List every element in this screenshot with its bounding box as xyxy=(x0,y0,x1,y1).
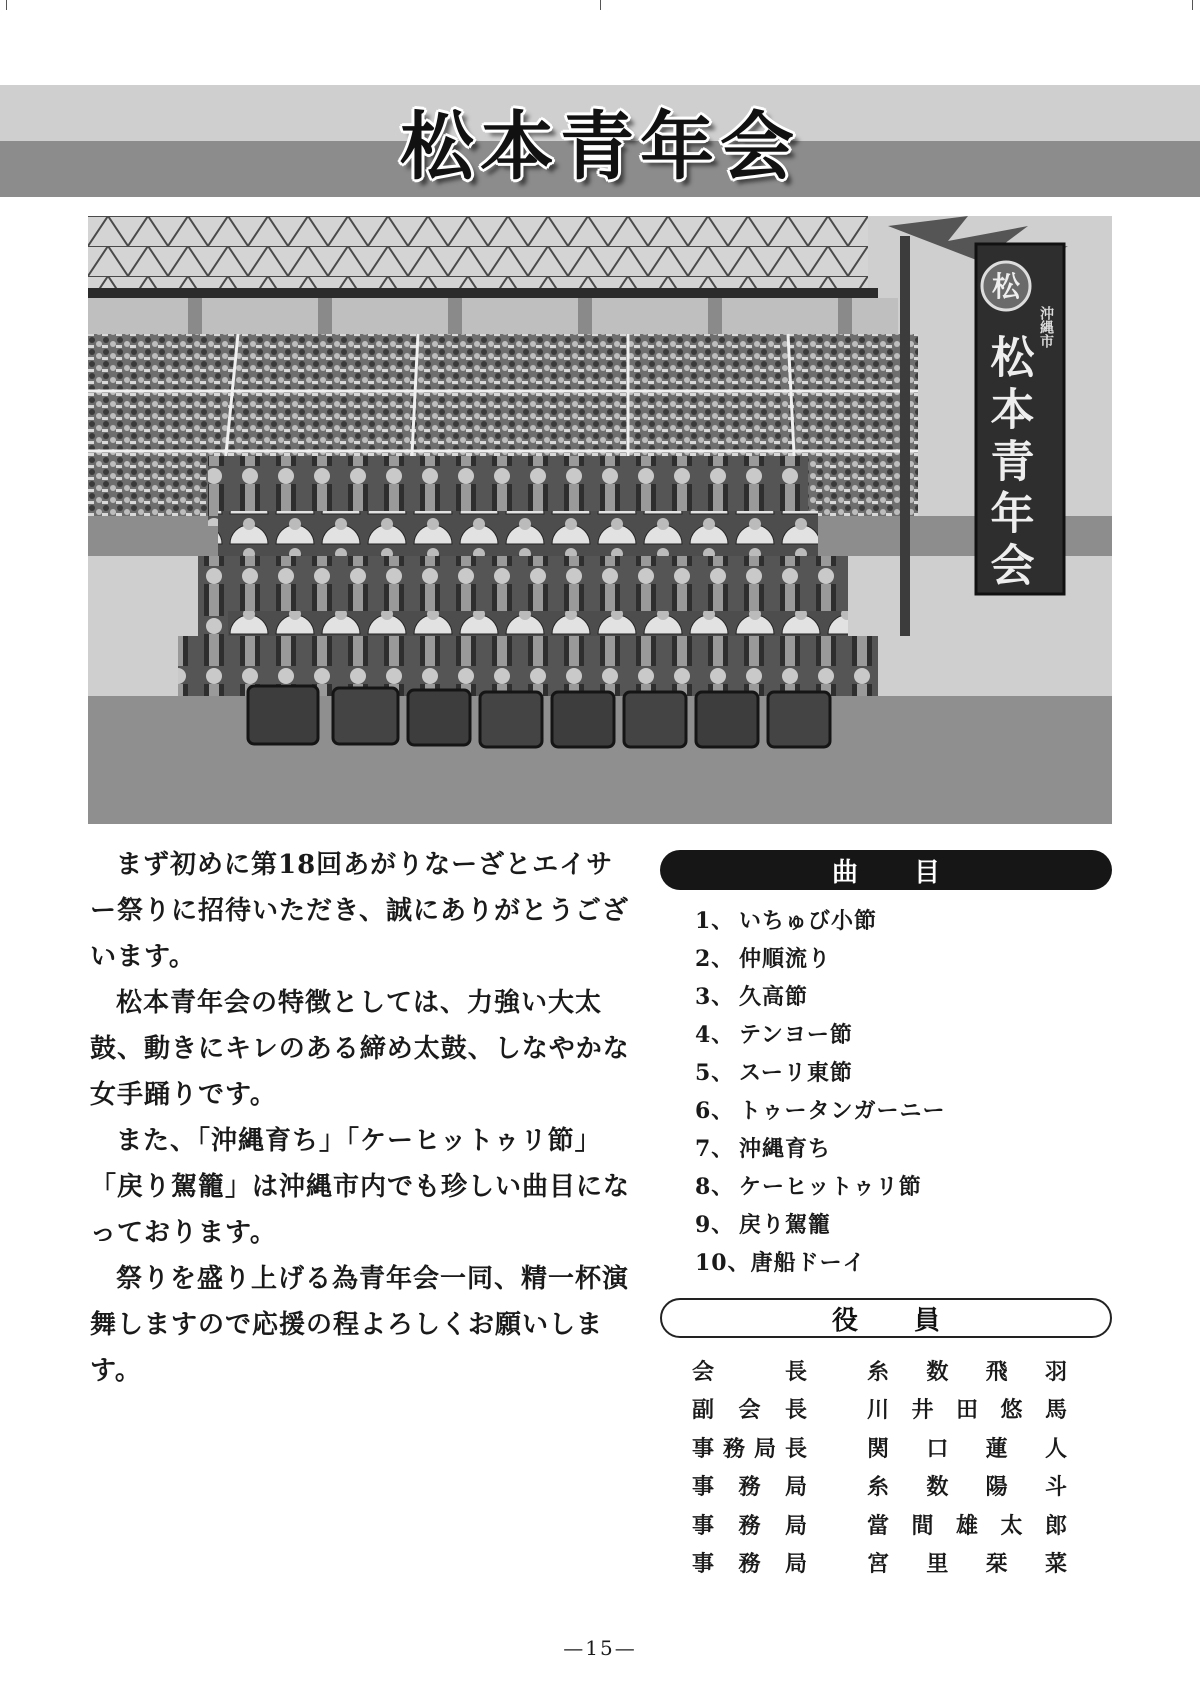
song-number: 6、 xyxy=(695,1098,735,1124)
officer-name: 當 間 雄 太 郎 xyxy=(867,1512,1067,1539)
officer-role: 事 務 局 xyxy=(692,1551,807,1578)
group-photo xyxy=(88,216,1112,824)
officer-name: 宮 里 栞 菜 xyxy=(867,1551,1067,1578)
song-item xyxy=(695,1054,945,1092)
song-title: テンヨー節 xyxy=(739,1022,853,1048)
song-title: いちゅび小節 xyxy=(739,908,878,934)
songs-header: 曲目 xyxy=(660,850,1112,890)
song-title: 唐船ドーイ xyxy=(750,1250,866,1276)
song-item xyxy=(695,978,945,1016)
song-number: 4、 xyxy=(695,1022,735,1048)
officer-name: 糸 数 飛 羽 xyxy=(867,1358,1067,1385)
song-number: 2、 xyxy=(695,946,735,972)
song-number: 8、 xyxy=(695,1174,735,1200)
song-number: 3、 xyxy=(695,984,735,1010)
officer-row xyxy=(692,1544,1067,1583)
paragraph: また、「沖縄育ち」「ケーヒットゥリ節」「戻り駕籠」は沖縄市内でも珍しい曲目になっております。 xyxy=(90,1126,631,1248)
officer-role: 会 長 xyxy=(692,1358,807,1385)
song-title: ケーヒットゥリ節 xyxy=(739,1174,922,1200)
banner-text: 松本青年会 xyxy=(982,334,1034,594)
page-number: —15— xyxy=(563,1636,637,1660)
officer-role: 副 会 長 xyxy=(692,1397,807,1424)
song-title: 戻り駕籠 xyxy=(739,1212,832,1238)
officer-role: 事 務 局 xyxy=(692,1474,807,1501)
officers-header: 役員 xyxy=(660,1298,1112,1338)
song-number: 1、 xyxy=(695,908,735,934)
song-item xyxy=(695,1206,945,1244)
song-list xyxy=(695,902,945,1282)
banner-crest: 松 xyxy=(991,270,1021,303)
song-item xyxy=(695,1168,945,1206)
song-title: トゥータンガーニー xyxy=(739,1098,946,1124)
page-title: 松本青年会 xyxy=(400,104,800,190)
officer-name: 糸 数 陽 斗 xyxy=(867,1474,1067,1501)
crop-mark-center xyxy=(600,0,601,10)
officer-name: 川 井 田 悠 馬 xyxy=(867,1397,1067,1424)
song-title: 仲順流り xyxy=(739,946,832,972)
song-title: 沖縄育ち xyxy=(739,1136,832,1162)
song-number: 10、 xyxy=(695,1250,751,1276)
officer-row xyxy=(692,1505,1067,1544)
song-title: 久高節 xyxy=(739,984,809,1010)
banner xyxy=(976,244,1064,594)
paragraph: 松本青年会の特徴としては、力強い大太鼓、動きにキレのある締め太鼓、しなやかな女手踊りです。 xyxy=(90,988,630,1110)
song-number: 7、 xyxy=(695,1136,735,1162)
roof-edge xyxy=(88,288,878,298)
officer-row xyxy=(692,1467,1067,1506)
song-item xyxy=(695,1244,945,1282)
song-number: 9、 xyxy=(695,1212,735,1238)
crop-mark-left xyxy=(6,0,7,10)
officer-row xyxy=(692,1351,1067,1390)
crop-mark-right xyxy=(1192,0,1193,10)
song-item xyxy=(695,940,945,978)
officer-row xyxy=(692,1428,1067,1467)
paragraph: まず初めに第18回あがりなーざとエイサー祭りに招待いただき、誠にありがとうございます。 xyxy=(90,850,629,972)
officer-name: 関 口 蓮 人 xyxy=(867,1435,1067,1462)
performer-group xyxy=(178,456,878,716)
officer-list xyxy=(692,1351,1067,1582)
song-item xyxy=(695,1016,945,1054)
banner-subtext: 沖縄市 xyxy=(1038,306,1054,348)
song-number: 5、 xyxy=(695,1060,735,1086)
stadium-structure xyxy=(88,298,898,338)
song-item xyxy=(695,902,945,940)
song-item xyxy=(695,1092,945,1130)
paragraph: 祭りを盛り上げる為青年会一同、精一杯演舞しますので応援の程よろしくお願いします。 xyxy=(90,1264,630,1386)
drum-row xyxy=(248,686,830,747)
officer-role: 事 務 局 長 xyxy=(692,1435,807,1462)
roof-truss xyxy=(88,216,868,291)
officer-role: 事 務 局 xyxy=(692,1512,807,1539)
song-title: スーリ東節 xyxy=(739,1060,853,1086)
song-item xyxy=(695,1130,945,1168)
intro-text xyxy=(90,842,635,1394)
officer-row xyxy=(692,1390,1067,1429)
